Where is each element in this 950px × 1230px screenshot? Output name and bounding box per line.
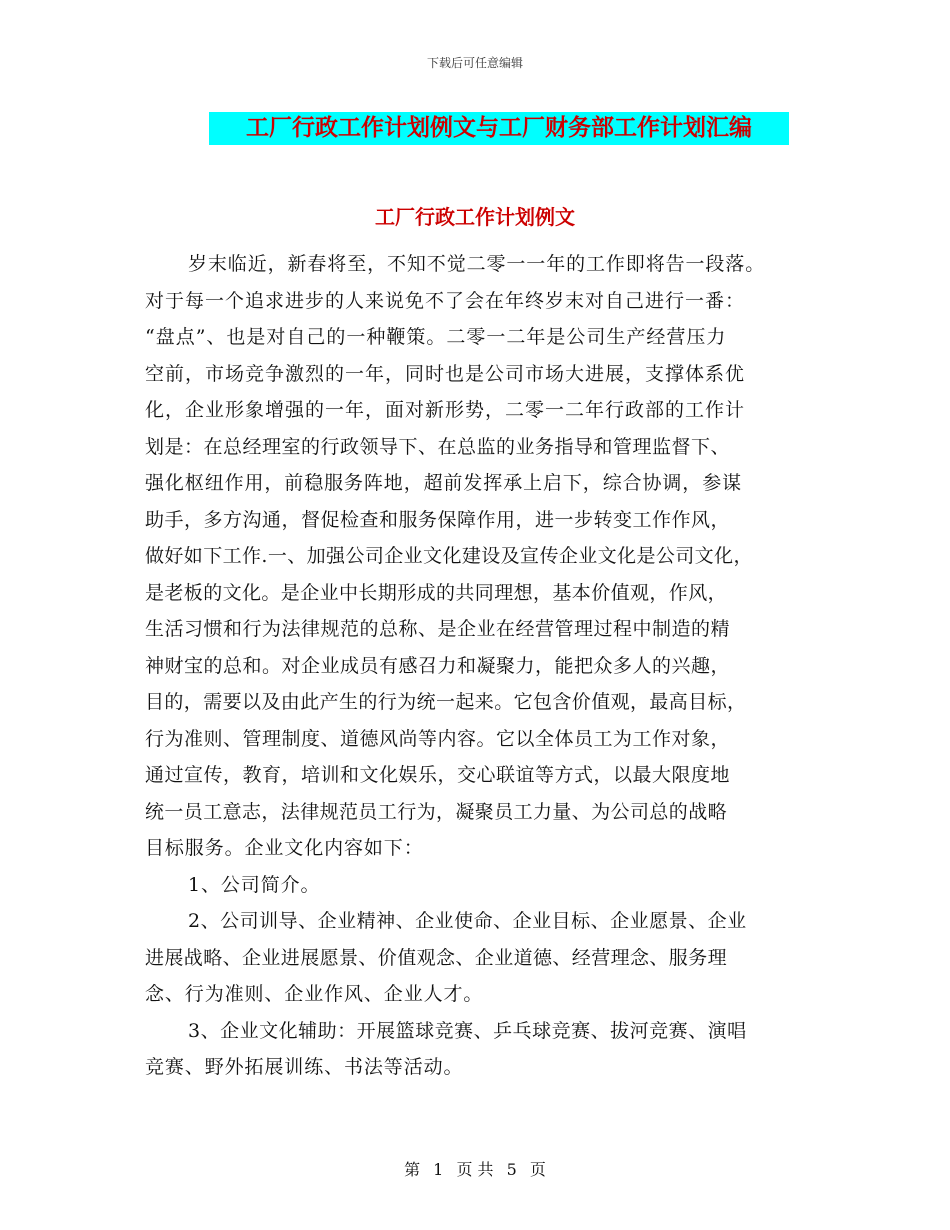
footer-suffix: 页 — [529, 1160, 546, 1179]
paragraph-line: 空前，市场竞争激烈的一年，同时也是公司市场大进展，支撑体系优 — [145, 363, 746, 385]
paragraph-line: 目的，需要以及由此产生的行为统一起来。它包含价值观，最高目标， — [145, 691, 747, 713]
total-page-number: 5 — [506, 1160, 517, 1179]
paragraph-line: 化，企业形象增强的一年，面对新形势，二零一二年行政部的工作计 — [145, 399, 746, 421]
paragraph-line: 对于每一个追求进步的人来说免不了会在年终岁末对自己进行一番： — [145, 290, 746, 312]
paragraph-line: “盘点”、也是对自己的一种鞭策。二零一二年是公司生产经营压力 — [145, 326, 727, 348]
paragraph-line: 进展战略、企业进展愿景、价值观念、企业道德、经营理念、服务理 — [145, 947, 728, 969]
paragraph-line: 目标服务。企业文化内容如下： — [145, 837, 424, 859]
footer-middle: 页 共 — [456, 1160, 494, 1179]
paragraph-line: 行为准则、管理制度、道德风尚等内容。它以全体员工为工作对象， — [145, 728, 731, 750]
paragraph-line: 是老板的文化。是企业中长期形成的共同理想，基本价值观，作风， — [145, 582, 728, 604]
paragraph-line: 1、公司简介。 — [188, 874, 321, 896]
paragraph-line: 强化枢纽作用，前稳服务阵地，超前发挥承上启下，综合协调，参谋 — [145, 472, 743, 494]
paragraph-line: 助手，多方沟通，督促检查和服务保障作用，进一步转变工作作风， — [145, 509, 731, 531]
current-page-number: 1 — [433, 1160, 444, 1179]
header-note: 下载后可任意编辑 — [426, 56, 523, 70]
paragraph-line: 生活习惯和行为法律规范的总称、是企业在经营管理过程中制造的精 — [145, 618, 731, 640]
footer-prefix: 第 — [404, 1160, 421, 1179]
paragraph-line: 做好如下工作.一、加强公司企业文化建设及宣传企业文化是公司文化， — [145, 545, 753, 567]
paragraph-line: 2、公司训导、企业精神、企业使命、企业目标、企业愿景、企业 — [188, 910, 747, 932]
section-title: 工厂行政工作计划例文 — [375, 205, 575, 229]
paragraph-line: 统一员工意志，法律规范员工行为，凝聚员工力量、为公司总的战略 — [145, 801, 728, 823]
paragraph-line: 划是：在总经理室的行政领导下、在总监的业务指导和管理监督下、 — [145, 436, 731, 458]
paragraph-line: 竞赛、野外拓展训练、书法等活动。 — [145, 1056, 464, 1078]
paragraph-line: 通过宣传，教育，培训和文化娱乐，交心联谊等方式，以最大限度地 — [145, 764, 731, 786]
page-footer — [0, 1157, 950, 1180]
paragraph-line: 念、行为准则、企业作风、企业人才。 — [145, 983, 484, 1005]
paragraph-line: 神财宝的总和。对企业成员有感召力和凝聚力，能把众多人的兴趣， — [145, 655, 731, 677]
paragraph-line: 岁末临近，新春将至，不知不觉二零一一年的工作即将告一段落。 — [188, 253, 766, 275]
document-title: 工厂行政工作计划例文与工厂财务部工作计划汇编 — [209, 112, 789, 145]
paragraph-line: 3、企业文化辅助：开展篮球竞赛、乒乓球竞赛、拔河竞赛、演唱 — [188, 1020, 747, 1042]
